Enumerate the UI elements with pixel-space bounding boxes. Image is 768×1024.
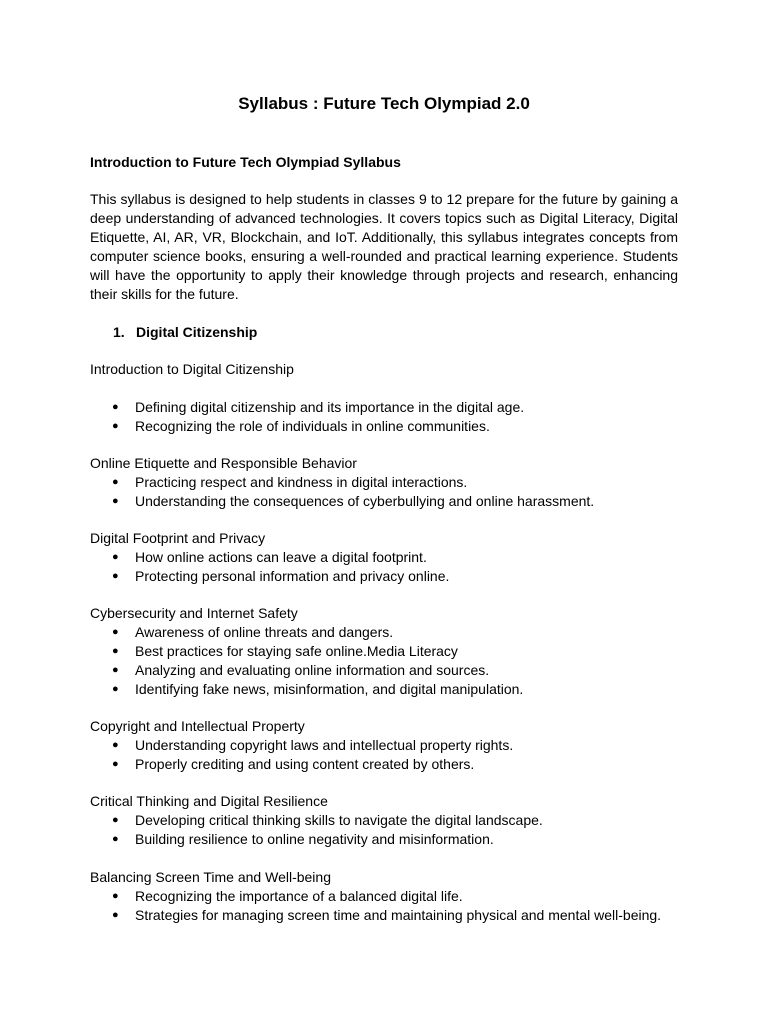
list-item: ● Recognizing the role of individuals in online communities. xyxy=(0,417,524,436)
list-item: ● Awareness of online threats and dangers. xyxy=(0,623,523,642)
section-heading xyxy=(113,323,257,342)
bullet-list xyxy=(0,887,661,925)
list-item: ● Defining digital citizenship and its importance in the digital age. xyxy=(0,398,524,417)
bullet-list xyxy=(0,736,513,774)
subsection-title: Balancing Screen Time and Well-being xyxy=(90,869,331,885)
list-item: ● Strategies for managing screen time and maintaining physical and mental well-being. xyxy=(0,906,661,925)
subsection-title: Introduction to Digital Citizenship xyxy=(90,361,294,377)
bullet-list xyxy=(0,548,449,586)
subsection-title: Cybersecurity and Internet Safety xyxy=(90,605,298,621)
list-item: ● Understanding the consequences of cyberbullying and online harassment. xyxy=(0,492,594,511)
list-item: ● Protecting personal information and privacy online. xyxy=(0,567,449,586)
subsection-title: Digital Footprint and Privacy xyxy=(90,530,266,546)
list-item: ● Analyzing and evaluating online information and sources. xyxy=(0,661,523,680)
subsection-title: Critical Thinking and Digital Resilience xyxy=(90,793,328,809)
list-item: ● Identifying fake news, misinformation, and digital manipulation. xyxy=(0,680,523,699)
intro-paragraph: This syllabus is designed to help students in classes 9 to 12 prepare for the future by gaining a deep understanding of advanced technologies. It covers topics such as Digital Literacy, Digital Etiquette, AI, AR, VR, Blockchain, and IoT. Additionally, this syllabus integrates concepts from computer science books, ensuring a well-rounded and practical learning experience. Students will have the opportunity to apply their knowledge through projects and research, enhancing their skills for the future. xyxy=(90,191,678,302)
intro-heading: Introduction to Future Tech Olympiad Syllabus xyxy=(90,154,401,170)
list-item: ● Recognizing the importance of a balanced digital life. xyxy=(0,887,661,906)
subsection-title: Online Etiquette and Responsible Behavior xyxy=(90,455,357,471)
subsection-title: Copyright and Intellectual Property xyxy=(90,718,305,734)
list-item: ● Understanding copyright laws and intellectual property rights. xyxy=(0,736,513,755)
list-item: ● How online actions can leave a digital footprint. xyxy=(0,548,449,567)
list-item: ● Properly crediting and using content created by others. xyxy=(0,755,513,774)
list-item: ● Developing critical thinking skills to navigate the digital landscape. xyxy=(0,811,543,830)
list-item: ● Building resilience to online negativity and misinformation. xyxy=(0,830,543,849)
bullet-list xyxy=(0,623,523,699)
list-item: ● Best practices for staying safe online.Media Literacy xyxy=(0,642,523,661)
page-title: Syllabus : Future Tech Olympiad 2.0 xyxy=(238,94,530,113)
bullet-list xyxy=(0,398,524,436)
section-number: 1. xyxy=(113,324,125,340)
bullet-list xyxy=(0,473,594,511)
bullet-list xyxy=(0,811,543,849)
section-title: Digital Citizenship xyxy=(136,324,258,340)
list-item: ● Practicing respect and kindness in digital interactions. xyxy=(0,473,594,492)
